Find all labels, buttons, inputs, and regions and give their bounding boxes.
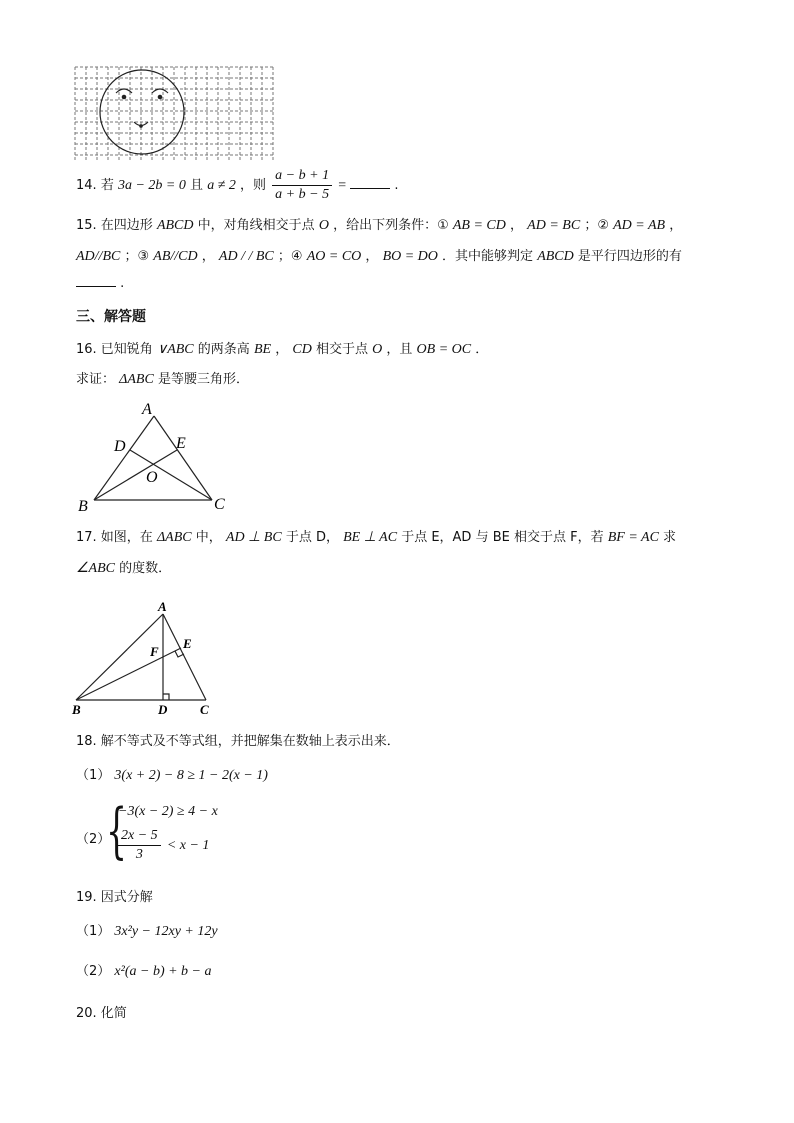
mouth-dot — [139, 124, 143, 128]
q17-figure — [66, 598, 226, 724]
q16-height-be: BE — [253, 342, 272, 357]
q15-comma-4: ， — [365, 249, 379, 264]
q15-cond-2a: AD = AB — [613, 218, 666, 233]
question-20-title: 20. 化简 — [76, 1006, 127, 1021]
question-19-title: 19. 因式分解 — [76, 890, 153, 905]
q18-part-1 — [76, 764, 268, 784]
q18-system-brace: { — [106, 796, 128, 866]
q17-text-find: 求 — [663, 530, 677, 545]
q14-fraction-denominator: a + b − 5 — [275, 187, 330, 202]
q19-part-1-expression: 3x²y − 12xy + 12y — [114, 924, 218, 939]
label-e: E — [183, 636, 192, 651]
q15-cond-1b: AD = BC — [527, 218, 581, 233]
label-c: C — [214, 496, 225, 513]
q17-cond-be-perp: BE ⊥ AC — [343, 530, 398, 545]
q16-text-heights: 的两条高 — [197, 342, 250, 357]
right-eyebrow — [152, 89, 168, 93]
q15-comma-3: ， — [201, 249, 215, 264]
q18-part-2-line-1: −3(x − 2) ≥ 4 − x — [118, 804, 218, 819]
q17-text-intersect: 于点 E，AD 与 BE 相交于点 F，若 — [401, 530, 604, 545]
q16-condition: OB = OC — [416, 342, 472, 357]
q18-part-2-fraction — [118, 828, 161, 863]
q14-fraction-numerator: a − b + 1 — [272, 168, 332, 186]
q14-equals: = — [338, 178, 347, 193]
q19-part-1 — [76, 920, 218, 940]
side-ab — [94, 416, 154, 500]
question-15-line-2 — [76, 245, 682, 265]
right-eye — [158, 95, 163, 100]
q14-text-then: ，则 — [240, 178, 267, 193]
question-14 — [76, 168, 399, 203]
q16-intro: 16. 已知锐角 — [76, 342, 153, 357]
q14-answer-blank[interactable] — [350, 176, 390, 189]
q18-part-2-label: （2） — [76, 832, 111, 847]
label-a: A — [158, 599, 167, 614]
q19-part-2 — [76, 960, 212, 980]
q14-fraction — [272, 168, 332, 203]
question-17-line-1 — [76, 526, 676, 546]
q17-intro: 17. 如图，在 — [76, 530, 153, 545]
q15-quad-name-2: ABCD — [537, 249, 574, 264]
q15-text-diagonals: 中，对角线相交于点 — [197, 218, 315, 233]
q15-text-parallelogram: 是平行四边形的有 — [577, 249, 682, 264]
face-grid-svg — [72, 64, 278, 164]
q15-cond-3a: AB//CD — [153, 249, 198, 264]
q15-point-o: O — [318, 218, 329, 233]
q16-prove-triangle: ΔABC — [119, 372, 154, 387]
height-be — [94, 450, 177, 500]
q17-angle: ∠ABC — [76, 561, 115, 576]
question-16-line-2 — [76, 368, 249, 388]
q17-text-at-d: 于点 D， — [285, 530, 339, 545]
q15-sep-3: ；③ — [124, 249, 150, 264]
q14-condition-1: 3a − 2b = 0 — [117, 178, 186, 193]
q17-text-degree: 的度数． — [119, 561, 172, 576]
q15-cond-1a: AB = CD — [452, 218, 506, 233]
q18-part-1-inequality: 3(x + 2) − 8 ≥ 1 − 2(x − 1) — [114, 768, 268, 783]
q15-cond-4b: BO = DO — [382, 249, 438, 264]
q15-sep-2: ；② — [584, 218, 609, 233]
label-e: E — [176, 435, 186, 452]
q15-period: . — [120, 276, 125, 291]
question-15-line-3 — [76, 274, 124, 291]
label-a: A — [142, 401, 152, 418]
q18-part-2-rest: < x − 1 — [166, 838, 210, 853]
question-15-line-1 — [76, 214, 682, 234]
q16-point-o: O — [372, 342, 383, 357]
q15-answer-blank[interactable] — [76, 274, 116, 287]
face-grid-figure — [72, 64, 278, 168]
q15-text-determine: ．其中能够判定 — [442, 249, 534, 264]
label-o: O — [146, 469, 158, 486]
right-angle-d — [163, 694, 169, 700]
q17-cond-ad-perp: AD ⊥ BC — [225, 530, 282, 545]
q16-height-cd: CD — [292, 342, 312, 357]
height-cd — [130, 450, 212, 500]
q19-part-1-label: （1） — [76, 924, 111, 939]
section-3-title: 三、解答题 — [76, 309, 146, 325]
q19-part-2-label: （2） — [76, 964, 111, 979]
question-16-line-1 — [76, 338, 488, 358]
label-d: D — [158, 702, 168, 717]
q15-quad-name: ABCD — [156, 218, 194, 233]
face-outline — [100, 70, 184, 154]
q16-figure — [70, 398, 240, 520]
q14-condition-2: a ≠ 2 — [207, 178, 236, 193]
q16-prove-text: 是等腰三角形． — [157, 372, 249, 387]
q15-cond-3b: AD / / BC — [218, 249, 274, 264]
question-17-line-2 — [76, 557, 171, 577]
q18-part-2-line-2 — [116, 828, 209, 863]
label-d: D — [114, 438, 126, 455]
q18-part-2-denominator: 3 — [135, 847, 143, 862]
q16-triangle-figure — [70, 398, 240, 516]
label-c: C — [200, 702, 209, 717]
q16-triangle: ∨ABC — [156, 342, 194, 357]
label-b: B — [78, 498, 88, 515]
question-18-title: 18. 解不等式及不等式组，并把解集在数轴上表示出来． — [76, 734, 400, 749]
q15-sep-4: ；④ — [277, 249, 303, 264]
q16-comma: ， — [275, 342, 289, 357]
q16-prove-label: 求证： — [76, 372, 116, 387]
q14-period: . — [394, 178, 399, 193]
q14-text-and: 且 — [190, 178, 204, 193]
q15-cond-4a: AO = CO — [306, 249, 362, 264]
q16-period: ． — [475, 342, 489, 357]
height-be — [76, 648, 181, 700]
q16-text-intersect: 相交于点 — [315, 342, 368, 357]
q19-part-2-expression: x²(a − b) + b − a — [114, 964, 212, 979]
q17-cond-bf-ac: BF = AC — [607, 530, 659, 545]
q15-comma-1: ， — [510, 218, 524, 233]
q15-intro: 15. 在四边形 — [76, 218, 153, 233]
q16-text-and: ，且 — [386, 342, 413, 357]
label-f: F — [150, 644, 159, 659]
left-eye — [122, 95, 127, 100]
q17-text-in: 中， — [195, 530, 222, 545]
q17-triangle: ΔABC — [156, 530, 192, 545]
q14-text-if: 若 — [100, 178, 114, 193]
side-ac — [163, 614, 206, 700]
q15-comma-2: ， — [669, 218, 683, 233]
q14-number: 14. — [76, 178, 97, 193]
grid-lines — [75, 67, 275, 161]
q18-part-2-numerator: 2x − 5 — [118, 828, 161, 846]
q15-cond-2b: AD//BC — [76, 249, 121, 264]
q17-triangle-figure — [66, 598, 226, 720]
q18-part-1-label: （1） — [76, 768, 111, 783]
label-b: B — [72, 702, 81, 717]
q15-text-conditions: ，给出下列条件：① — [333, 218, 449, 233]
